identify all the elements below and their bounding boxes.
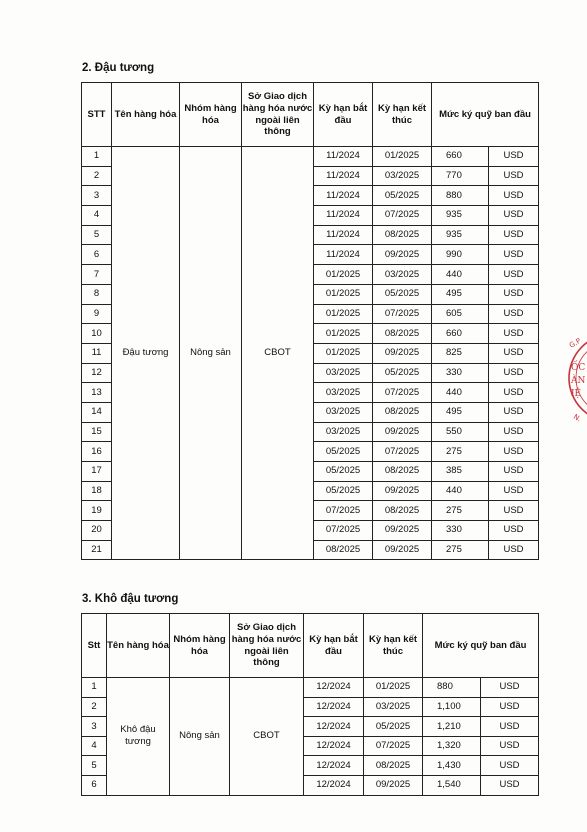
cell-ky-han-bat-dau: 03/2025	[314, 363, 373, 383]
header-muc-ky-quy: Mức ký quỹ ban đầu	[432, 83, 539, 147]
table-header-row	[82, 83, 539, 147]
cell-stt: 12	[82, 363, 112, 383]
cell-ky-han-ket-thuc: 05/2025	[373, 363, 432, 383]
cell-currency: USD	[481, 678, 539, 698]
cell-amount: 935	[432, 225, 489, 245]
cell-ky-han-ket-thuc: 09/2025	[373, 343, 432, 363]
cell-ky-han-bat-dau: 01/2025	[314, 343, 373, 363]
header-ten-hang-hoa: Tên hàng hóa	[107, 614, 170, 678]
cell-stt: 4	[82, 206, 112, 226]
cell-currency: USD	[481, 736, 539, 756]
cell-stt: 1	[82, 147, 112, 167]
cell-currency: USD	[489, 442, 539, 462]
cell-stt: 21	[82, 540, 112, 560]
cell-currency: USD	[481, 697, 539, 717]
table-row	[82, 147, 539, 167]
cell-stt: 14	[82, 402, 112, 422]
cell-currency: USD	[489, 284, 539, 304]
cell-stt: 5	[82, 756, 107, 776]
cell-amount: 385	[432, 462, 489, 482]
cell-amount: 1,540	[423, 775, 481, 795]
cell-amount: 440	[432, 265, 489, 285]
cell-stt: 15	[82, 422, 112, 442]
cell-ky-han-ket-thuc: 08/2025	[364, 756, 423, 776]
cell-amount: 825	[432, 343, 489, 363]
cell-currency: USD	[489, 521, 539, 541]
cell-currency: USD	[481, 717, 539, 737]
cell-amount: 275	[432, 540, 489, 560]
cell-amount: 275	[432, 442, 489, 462]
cell-ky-han-bat-dau: 12/2024	[304, 756, 364, 776]
cell-ky-han-bat-dau: 11/2024	[314, 166, 373, 186]
cell-ky-han-bat-dau: 07/2025	[314, 521, 373, 541]
cell-ten-hang-hoa: Đậu tương	[112, 147, 180, 560]
cell-ky-han-bat-dau: 08/2025	[314, 540, 373, 560]
cell-currency: USD	[489, 206, 539, 226]
cell-stt: 3	[82, 717, 107, 737]
cell-amount: 440	[432, 383, 489, 403]
cell-ky-han-ket-thuc: 09/2025	[373, 422, 432, 442]
cell-amount: 440	[432, 481, 489, 501]
cell-ky-han-bat-dau: 12/2024	[304, 736, 364, 756]
cell-ky-han-ket-thuc: 08/2025	[373, 501, 432, 521]
header-so-giao-dich: Sở Giao dịch hàng hóa nước ngoài liên thông	[230, 614, 304, 678]
cell-ky-han-ket-thuc: 08/2025	[373, 402, 432, 422]
cell-currency: USD	[489, 166, 539, 186]
cell-currency: USD	[489, 402, 539, 422]
cell-ky-han-ket-thuc: 05/2025	[364, 717, 423, 737]
cell-amount: 330	[432, 363, 489, 383]
cell-currency: USD	[481, 775, 539, 795]
table-row	[82, 678, 539, 698]
cell-ky-han-bat-dau: 03/2025	[314, 402, 373, 422]
cell-stt: 6	[82, 245, 112, 265]
cell-ky-han-bat-dau: 12/2024	[304, 775, 364, 795]
cell-stt: 13	[82, 383, 112, 403]
cell-ky-han-bat-dau: 01/2025	[314, 324, 373, 344]
cell-amount: 660	[432, 147, 489, 167]
cell-currency: USD	[489, 540, 539, 560]
cell-ky-han-bat-dau: 11/2024	[314, 225, 373, 245]
cell-amount: 880	[423, 678, 481, 698]
header-stt: STT	[82, 83, 112, 147]
cell-amount: 1,430	[423, 756, 481, 776]
cell-nhom-hang-hoa: Nông sản	[170, 678, 230, 796]
table-dau-tuong	[81, 82, 539, 560]
cell-stt: 4	[82, 736, 107, 756]
cell-ky-han-bat-dau: 12/2024	[304, 697, 364, 717]
cell-ten-hang-hoa: Khô đậu tương	[107, 678, 170, 796]
cell-stt: 2	[82, 166, 112, 186]
cell-stt: 20	[82, 521, 112, 541]
cell-ky-han-ket-thuc: 09/2025	[373, 521, 432, 541]
cell-ky-han-ket-thuc: 07/2025	[373, 206, 432, 226]
cell-ky-han-bat-dau: 11/2024	[314, 245, 373, 265]
cell-ky-han-ket-thuc: 09/2025	[373, 245, 432, 265]
cell-ky-han-ket-thuc: 05/2025	[373, 186, 432, 206]
cell-so-giao-dich: CBOT	[230, 678, 304, 796]
header-ky-han-bat-dau: Kỳ hạn bắt đầu	[314, 83, 373, 147]
cell-stt: 3	[82, 186, 112, 206]
cell-stt: 18	[82, 481, 112, 501]
cell-ky-han-ket-thuc: 03/2025	[373, 265, 432, 285]
cell-currency: USD	[489, 147, 539, 167]
svg-text:ỐC: ỐC	[571, 363, 586, 373]
cell-ky-han-ket-thuc: 01/2025	[364, 678, 423, 698]
cell-amount: 1,320	[423, 736, 481, 756]
cell-stt: 19	[82, 501, 112, 521]
header-so-giao-dich: Sở Giao dịch hàng hóa nước ngoài liên thông	[242, 83, 314, 147]
cell-currency: USD	[489, 383, 539, 403]
cell-ky-han-ket-thuc: 08/2025	[373, 324, 432, 344]
cell-ky-han-bat-dau: 05/2025	[314, 442, 373, 462]
cell-currency: USD	[489, 422, 539, 442]
cell-amount: 660	[432, 324, 489, 344]
cell-ky-han-ket-thuc: 09/2025	[373, 540, 432, 560]
cell-ky-han-bat-dau: 01/2025	[314, 284, 373, 304]
svg-text:G.P: G.P	[568, 336, 583, 350]
cell-stt: 1	[82, 678, 107, 698]
header-muc-ky-quy: Mức ký quỹ ban đầu	[423, 614, 539, 678]
cell-amount: 935	[432, 206, 489, 226]
cell-ky-han-ket-thuc: 08/2025	[373, 225, 432, 245]
svg-text:IỆ: IỆ	[571, 389, 582, 399]
cell-stt: 16	[82, 442, 112, 462]
cell-amount: 275	[432, 501, 489, 521]
cell-ky-han-bat-dau: 03/2025	[314, 422, 373, 442]
cell-ky-han-ket-thuc: 07/2025	[373, 442, 432, 462]
cell-amount: 1,100	[423, 697, 481, 717]
cell-ky-han-ket-thuc: 07/2025	[364, 736, 423, 756]
cell-amount: 1,210	[423, 717, 481, 737]
cell-ky-han-ket-thuc: 07/2025	[373, 304, 432, 324]
header-nhom-hang-hoa: Nhóm hàng hóa	[180, 83, 242, 147]
cell-stt: 7	[82, 265, 112, 285]
cell-ky-han-ket-thuc: 05/2025	[373, 284, 432, 304]
cell-stt: 10	[82, 324, 112, 344]
cell-ky-han-bat-dau: 12/2024	[304, 717, 364, 737]
cell-ky-han-bat-dau: 01/2025	[314, 265, 373, 285]
cell-ky-han-bat-dau: 12/2024	[304, 678, 364, 698]
cell-stt: 17	[82, 462, 112, 482]
header-ky-han-bat-dau: Kỳ hạn bắt đầu	[304, 614, 364, 678]
header-ten-hang-hoa: Tên hàng hóa	[112, 83, 180, 147]
cell-ky-han-bat-dau: 03/2025	[314, 383, 373, 403]
cell-ky-han-ket-thuc: 09/2025	[373, 481, 432, 501]
cell-currency: USD	[489, 265, 539, 285]
cell-stt: 9	[82, 304, 112, 324]
cell-amount: 495	[432, 284, 489, 304]
cell-currency: USD	[489, 245, 539, 265]
cell-ky-han-bat-dau: 05/2025	[314, 462, 373, 482]
cell-ky-han-ket-thuc: 07/2025	[373, 383, 432, 403]
cell-currency: USD	[489, 481, 539, 501]
cell-ky-han-bat-dau: 11/2024	[314, 206, 373, 226]
cell-ky-han-bat-dau: 11/2024	[314, 147, 373, 167]
section-title-kho-dau-tuong: 3. Khô đậu tương	[82, 593, 179, 605]
header-ky-han-ket-thuc: Kỳ hạn kết thúc	[364, 614, 423, 678]
official-stamp	[565, 318, 587, 438]
cell-amount: 495	[432, 402, 489, 422]
cell-nhom-hang-hoa: Nông sản	[180, 147, 242, 560]
cell-currency: USD	[489, 304, 539, 324]
cell-ky-han-ket-thuc: 01/2025	[373, 147, 432, 167]
cell-amount: 770	[432, 166, 489, 186]
header-stt: Stt	[82, 614, 107, 678]
cell-stt: 8	[82, 284, 112, 304]
cell-currency: USD	[481, 756, 539, 776]
cell-ky-han-ket-thuc: 08/2025	[373, 462, 432, 482]
header-nhom-hang-hoa: Nhóm hàng hóa	[170, 614, 230, 678]
cell-currency: USD	[489, 186, 539, 206]
cell-amount: 880	[432, 186, 489, 206]
cell-ky-han-bat-dau: 05/2025	[314, 481, 373, 501]
cell-currency: USD	[489, 501, 539, 521]
cell-currency: USD	[489, 225, 539, 245]
section-title-dau-tuong: 2. Đậu tương	[82, 62, 155, 74]
cell-ky-han-ket-thuc: 03/2025	[373, 166, 432, 186]
cell-amount: 605	[432, 304, 489, 324]
cell-stt: 6	[82, 775, 107, 795]
svg-text:N.: N.	[572, 412, 583, 424]
cell-amount: 330	[432, 521, 489, 541]
table-kho-dau-tuong	[81, 613, 539, 796]
cell-ky-han-bat-dau: 01/2025	[314, 304, 373, 324]
cell-stt: 11	[82, 343, 112, 363]
cell-currency: USD	[489, 343, 539, 363]
svg-text:ÀN: ÀN	[571, 376, 586, 386]
cell-stt: 2	[82, 697, 107, 717]
cell-currency: USD	[489, 324, 539, 344]
cell-amount: 990	[432, 245, 489, 265]
table-header-row	[82, 614, 539, 678]
cell-currency: USD	[489, 462, 539, 482]
cell-ky-han-bat-dau: 11/2024	[314, 186, 373, 206]
cell-currency: USD	[489, 363, 539, 383]
cell-amount: 550	[432, 422, 489, 442]
cell-ky-han-bat-dau: 07/2025	[314, 501, 373, 521]
cell-so-giao-dich: CBOT	[242, 147, 314, 560]
cell-ky-han-ket-thuc: 03/2025	[364, 697, 423, 717]
cell-stt: 5	[82, 225, 112, 245]
cell-ky-han-ket-thuc: 09/2025	[364, 775, 423, 795]
header-ky-han-ket-thuc: Kỳ hạn kết thúc	[373, 83, 432, 147]
